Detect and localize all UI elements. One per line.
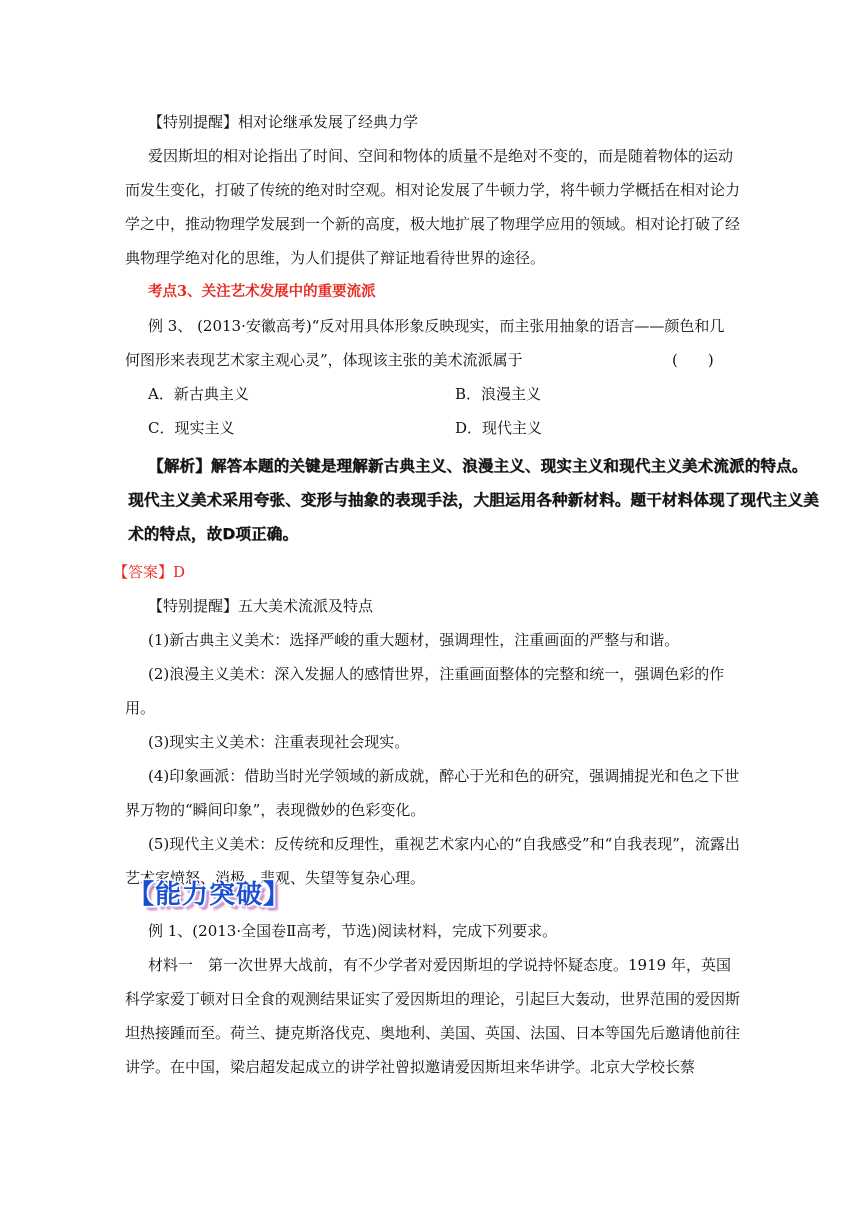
option-a: A．新古典主义	[148, 385, 249, 403]
reminder-relativity	[125, 105, 740, 139]
answer-label: 【答案】	[113, 563, 174, 581]
option-d: D．现代主义	[455, 419, 543, 437]
answer-value: D	[173, 563, 186, 581]
reminder-label: 【特别提醒】	[148, 113, 239, 131]
option-c: C．现实主义	[148, 419, 235, 437]
school-impressionism: (4)印象画派：借助当时光学领域的新成就，醉心于光和色的研究，强调捕捉光和色之下世界万物的“瞬间印象”，表现微妙的色彩变化。	[125, 767, 740, 819]
school-romanticism: (2)浪漫主义美术：深入发掘人的感情世界，注重画面整体的完整和统一，强调色彩的作用。	[125, 665, 725, 717]
answer-blank: ( )	[672, 351, 714, 369]
school-realism: (3)现实主义美术：注重表现社会现实。	[148, 733, 410, 751]
example3-stem: 例 3、 (2013·安徽高考)“反对用具体形象反映现实，而主张用抽象的语言——颜色和几何图形来表现艺术家主观心灵”，体现该主张的美术流派属于	[125, 317, 725, 369]
reminder-text: 相对论继承发展了经典力学	[238, 113, 419, 131]
school-neoclassicism: (1)新古典主义美术：选择严峻的重大题材，强调理性，注重画面的严整与和谐。	[148, 631, 680, 649]
example1-stem: 例 1、(2013·全国卷Ⅱ高考，节选)阅读材料，完成下列要求。	[148, 922, 558, 940]
reminder-label: 【特别提醒】	[148, 597, 239, 615]
analysis-paragraph: 【解析】解答本题的关键是理解新古典主义、浪漫主义、现实主义和现代主义美术流派的特点。现代主义美术采用夸张、变形与抽象的表现手法，大胆运用各种新材料。题干材料体现了现代主义美术的特点，故D项正确。	[128, 457, 819, 543]
school-modernism: (5)现代主义美术：反传统和反理性，重视艺术家内心的“自我感受”和“自我表现”，流露出艺术家愤怒、消极、悲观、失望等复杂心理。	[125, 835, 740, 887]
option-b: B．浪漫主义	[455, 385, 542, 403]
reminder-text: 五大美术流派及特点	[238, 597, 374, 615]
answer-line	[113, 555, 728, 589]
reminder-art-schools	[125, 589, 740, 623]
ability-breakthrough-banner: 【能力突破】	[128, 880, 291, 910]
relativity-paragraph: 爱因斯坦的相对论指出了时间、空间和物体的质量不是绝对不变的，而是随着物体的运动而发生变化，打破了传统的绝对时空观。相对论发展了牛顿力学，将牛顿力学概括在相对论力学之中，推动物理学发展到一个新的高度，极大地扩展了物理学应用的领域。相对论打破了经典物理学绝对化的思维，为人们提供了辩证地看待世界的途径。	[125, 147, 741, 267]
section-title-art-schools: 考点3、关注艺术发展中的重要流派	[148, 283, 376, 300]
material1-paragraph: 材料一 第一次世界大战前，有不少学者对爱因斯坦的学说持怀疑态度。1919 年，英国科学家爱丁顿对日全食的观测结果证实了爱因斯坦的理论，引起巨大轰动，世界范围的爱因斯坦热接踵而至。荷兰、捷克斯洛伐克、奥地利、美国、英国、法国、日本等国先后邀请他前往讲学。在中国，梁启超发起成立的讲学社曾拟邀请爱因斯坦来华讲学。北京大学校长蔡	[125, 956, 741, 1076]
